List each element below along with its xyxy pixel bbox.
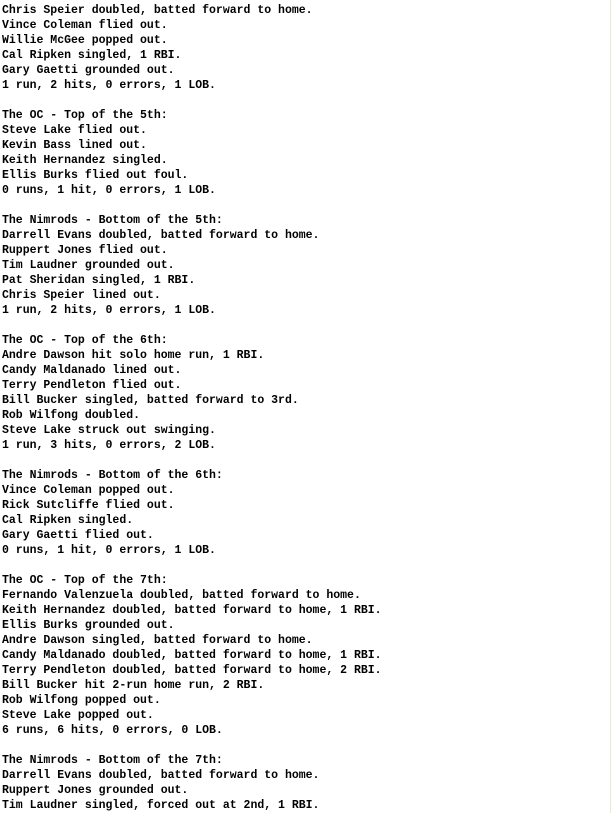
play-line: Andre Dawson hit solo home run, 1 RBI. <box>2 349 265 362</box>
play-line: Darrell Evans doubled, batted forward to home. <box>2 229 320 242</box>
play-line: Chris Speier lined out. <box>2 289 161 302</box>
play-line: Bill Bucker hit 2-run home run, 2 RBI. <box>2 679 265 692</box>
play-line: Gary Gaetti flied out. <box>2 529 154 542</box>
inning-header: The OC - Top of the 6th: <box>2 334 168 347</box>
play-line: Gary Gaetti grounded out. <box>2 64 175 77</box>
page-right-edge-divider <box>610 0 611 813</box>
play-line: Fernando Valenzuela doubled, batted forward to home. <box>2 589 361 602</box>
inning-section <box>2 108 608 198</box>
play-line: 1 run, 2 hits, 0 errors, 1 LOB. <box>2 304 216 317</box>
play-line: Terry Pendleton doubled, batted forward to home, 2 RBI. <box>2 664 382 677</box>
play-line: Candy Maldanado lined out. <box>2 364 182 377</box>
play-line: Kevin Bass lined out. <box>2 139 147 152</box>
play-line: Willie McGee popped out. <box>2 34 168 47</box>
play-line: Andre Dawson singled, batted forward to home. <box>2 634 313 647</box>
play-line: Rob Wilfong popped out. <box>2 694 161 707</box>
play-line: Keith Hernandez singled. <box>2 154 168 167</box>
play-line: Rob Wilfong doubled. <box>2 409 141 422</box>
play-line: Ruppert Jones flied out. <box>2 244 168 257</box>
inning-section <box>2 3 608 93</box>
play-line: Candy Maldanado doubled, batted forward to home, 1 RBI. <box>2 649 382 662</box>
play-line: Bill Bucker singled, batted forward to 3rd. <box>2 394 299 407</box>
inning-header: The Nimrods - Bottom of the 5th: <box>2 214 223 227</box>
play-line: Vince Coleman flied out. <box>2 19 168 32</box>
play-line: 0 runs, 1 hit, 0 errors, 1 LOB. <box>2 184 216 197</box>
inning-section <box>2 573 608 738</box>
play-line: Ellis Burks flied out foul. <box>2 169 189 182</box>
play-line: 1 run, 2 hits, 0 errors, 1 LOB. <box>2 79 216 92</box>
game-log-text <box>2 3 608 813</box>
inning-header: The Nimrods - Bottom of the 6th: <box>2 469 223 482</box>
inning-section <box>2 333 608 453</box>
play-line: Ellis Burks grounded out. <box>2 619 175 632</box>
inning-header: The Nimrods - Bottom of the 7th: <box>2 754 223 767</box>
play-line: Terry Pendleton flied out. <box>2 379 182 392</box>
play-line: Darrell Evans doubled, batted forward to home. <box>2 769 320 782</box>
play-line: Ruppert Jones grounded out. <box>2 784 189 797</box>
play-line: Cal Ripken singled, 1 RBI. <box>2 49 182 62</box>
play-line: Tim Laudner singled, forced out at 2nd, 1 RBI. <box>2 799 320 812</box>
play-line: Steve Lake struck out swinging. <box>2 424 216 437</box>
play-line: Keith Hernandez doubled, batted forward to home, 1 RBI. <box>2 604 382 617</box>
play-line: 6 runs, 6 hits, 0 errors, 0 LOB. <box>2 724 223 737</box>
play-line: 0 runs, 1 hit, 0 errors, 1 LOB. <box>2 544 216 557</box>
inning-header: The OC - Top of the 7th: <box>2 574 168 587</box>
inning-section <box>2 753 608 813</box>
play-line: 1 run, 3 hits, 0 errors, 2 LOB. <box>2 439 216 452</box>
play-line: Cal Ripken singled. <box>2 514 134 527</box>
play-line: Tim Laudner grounded out. <box>2 259 175 272</box>
play-line: Vince Coleman popped out. <box>2 484 175 497</box>
play-line: Steve Lake flied out. <box>2 124 147 137</box>
inning-section <box>2 213 608 318</box>
play-line: Steve Lake popped out. <box>2 709 154 722</box>
play-line: Pat Sheridan singled, 1 RBI. <box>2 274 196 287</box>
play-line: Chris Speier doubled, batted forward to home. <box>2 4 313 17</box>
play-line: Rick Sutcliffe flied out. <box>2 499 175 512</box>
inning-header: The OC - Top of the 5th: <box>2 109 168 122</box>
inning-section <box>2 468 608 558</box>
